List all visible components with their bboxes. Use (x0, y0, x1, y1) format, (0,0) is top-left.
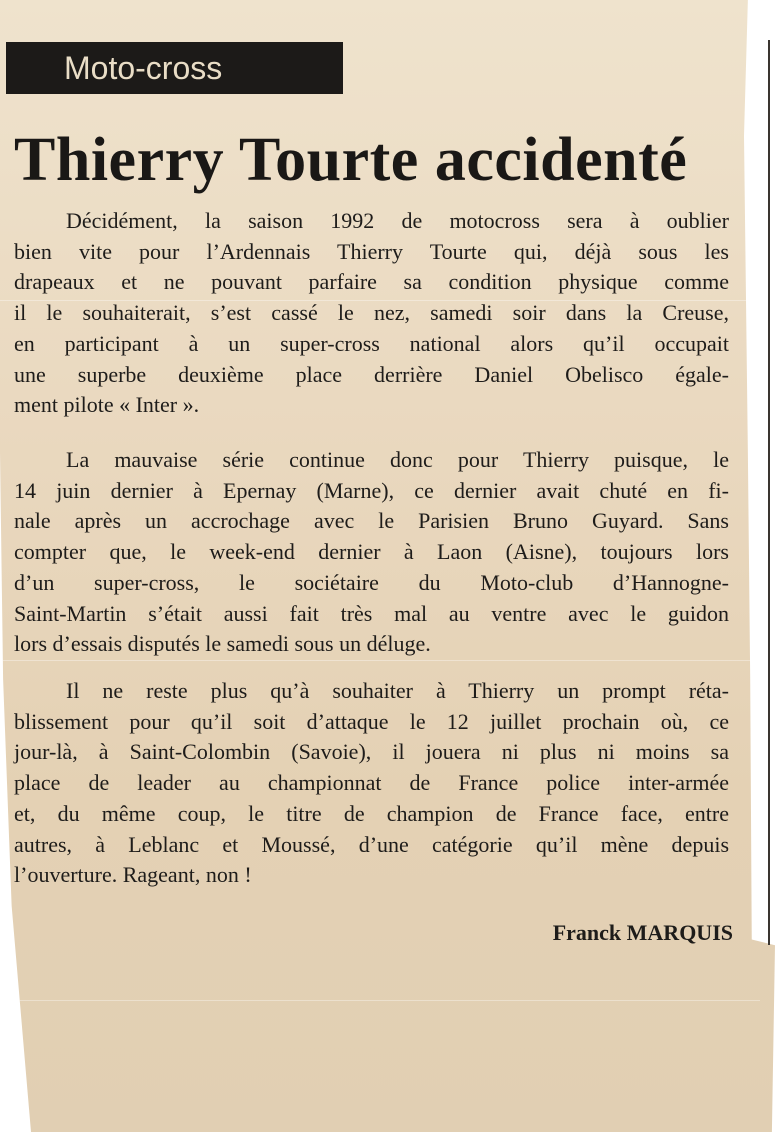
paragraph-line: autres, à Leblanc et Moussé, d’une catégorie qu’il mène depuis (14, 831, 729, 857)
paragraph-line: une superbe deuxième place derrière Daniel Obelisco égale- (14, 361, 729, 387)
paragraph-line: blissement pour qu’il soit d’attaque le 12 juillet prochain où, ce (14, 708, 729, 734)
paragraph-line: drapeaux et ne pouvant parfaire sa condition physique comme (14, 269, 729, 295)
section-kicker: Moto-cross (6, 42, 343, 94)
article-paragraph-2 (14, 445, 729, 660)
paragraph-line: lors d’essais disputés le samedi sous un déluge. (14, 631, 431, 657)
paragraph-line: il le souhaiterait, s’est cassé le nez, samedi soir dans la Creuse, (14, 300, 729, 326)
paragraph-line: La mauvaise série continue donc pour Thierry puisque, le (66, 447, 729, 472)
paragraph-line: l’ouverture. Rageant, non ! (14, 862, 252, 888)
paragraph-line: compter que, le week-end dernier à Laon (Aisne), toujours lors (14, 539, 729, 565)
paragraph-line: d’un super-cross, le sociétaire du Moto-club d’Hannogne- (14, 569, 729, 595)
paragraph-line: Saint-Martin s’était aussi fait très mal au ventre avec le guidon (14, 600, 729, 626)
paragraph-line: Décidément, la saison 1992 de motocross sera à oublier (66, 208, 729, 233)
paragraph-line: Il ne reste plus qu’à souhaiter à Thierry un prompt réta- (66, 678, 729, 703)
paragraph-line: en participant à un super-cross national alors qu’il occupait (14, 330, 729, 356)
column-rule (768, 40, 770, 945)
paragraph-line: jour-là, à Saint-Colombin (Savoie), il jouera ni plus ni moins sa (14, 739, 729, 765)
paragraph-line: bien vite pour l’Ardennais Thierry Tourte qui, déjà sous les (14, 238, 729, 264)
article-paragraph-1 (14, 206, 729, 421)
author-signature: Franck MARQUIS (552, 920, 733, 945)
paper-crease (0, 1000, 760, 1001)
paragraph-line: place de leader au championnat de France police inter-armée (14, 770, 729, 796)
paper-crease (0, 660, 760, 661)
paragraph-line: 14 juin dernier à Epernay (Marne), ce dernier avait chuté en fi- (14, 477, 729, 503)
paragraph-line: nale après un accrochage avec le Parisien Bruno Guyard. Sans (14, 508, 729, 534)
paragraph-line: ment pilote « Inter ». (14, 392, 200, 418)
article-paragraph-3 (14, 676, 729, 891)
article-headline: Thierry Tourte accidenté (14, 126, 688, 194)
paragraph-line: et, du même coup, le titre de champion de France face, entre (14, 800, 729, 826)
